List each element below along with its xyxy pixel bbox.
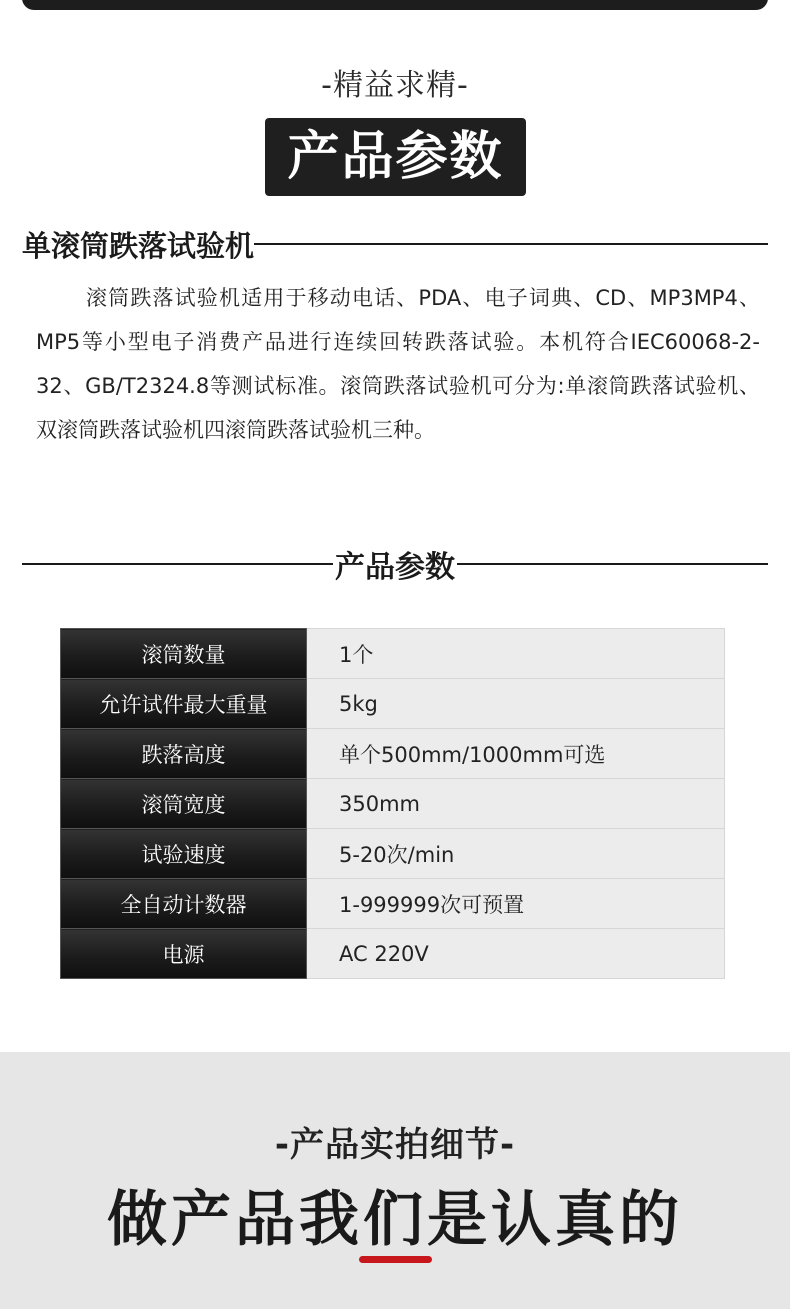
spec-value: 1个 bbox=[307, 629, 725, 679]
spec-label: 试验速度 bbox=[61, 829, 307, 879]
top-banner-edge bbox=[22, 0, 768, 10]
table-row bbox=[61, 729, 725, 779]
divider-line bbox=[254, 243, 768, 245]
spec-value: 1-999999次可预置 bbox=[307, 879, 725, 929]
spec-label: 电源 bbox=[61, 929, 307, 979]
spec-value: AC 220V bbox=[307, 929, 725, 979]
spec-label: 跌落高度 bbox=[61, 729, 307, 779]
product-title-row bbox=[22, 222, 768, 266]
accent-bar bbox=[359, 1256, 432, 1263]
spec-value: 5-20次/min bbox=[307, 829, 725, 879]
product-description: 滚筒跌落试验机适用于移动电话、PDA、电子词典、CD、MP3MP4、MP5等小型电子消费产品进行连续回转跌落试验。本机符合IEC60068-2-32、GB/T2324.8等测试标准。滚筒跌落试验机可分为:单滚筒跌落试验机、双滚筒跌落试验机四滚筒跌落试验机三种。 bbox=[36, 286, 760, 442]
spec-label: 全自动计数器 bbox=[61, 879, 307, 929]
spec-label: 滚筒宽度 bbox=[61, 779, 307, 829]
table-row bbox=[61, 929, 725, 979]
specs-heading-row bbox=[22, 542, 768, 586]
specs-table bbox=[60, 628, 725, 979]
spec-value: 5kg bbox=[307, 679, 725, 729]
spec-label: 允许试件最大重量 bbox=[61, 679, 307, 729]
spec-value: 350mm bbox=[307, 779, 725, 829]
details-label: -产品实拍细节- bbox=[274, 1125, 516, 1165]
table-row bbox=[61, 879, 725, 929]
product-name: 单滚筒跌落试验机 bbox=[22, 228, 255, 263]
table-row bbox=[61, 629, 725, 679]
page-title: 产品参数 bbox=[265, 118, 526, 196]
details-slogan: 做产品我们是认真的 bbox=[107, 1185, 683, 1255]
divider-line-left bbox=[22, 563, 333, 565]
tagline: -精益求精- bbox=[321, 68, 469, 103]
divider-line-right bbox=[457, 563, 768, 565]
specs-heading: 产品参数 bbox=[335, 550, 455, 585]
table-row bbox=[61, 679, 725, 729]
table-row bbox=[61, 829, 725, 879]
spec-label: 滚筒数量 bbox=[61, 629, 307, 679]
spec-value: 单个500mm/1000mm可选 bbox=[307, 729, 725, 779]
table-row bbox=[61, 779, 725, 829]
